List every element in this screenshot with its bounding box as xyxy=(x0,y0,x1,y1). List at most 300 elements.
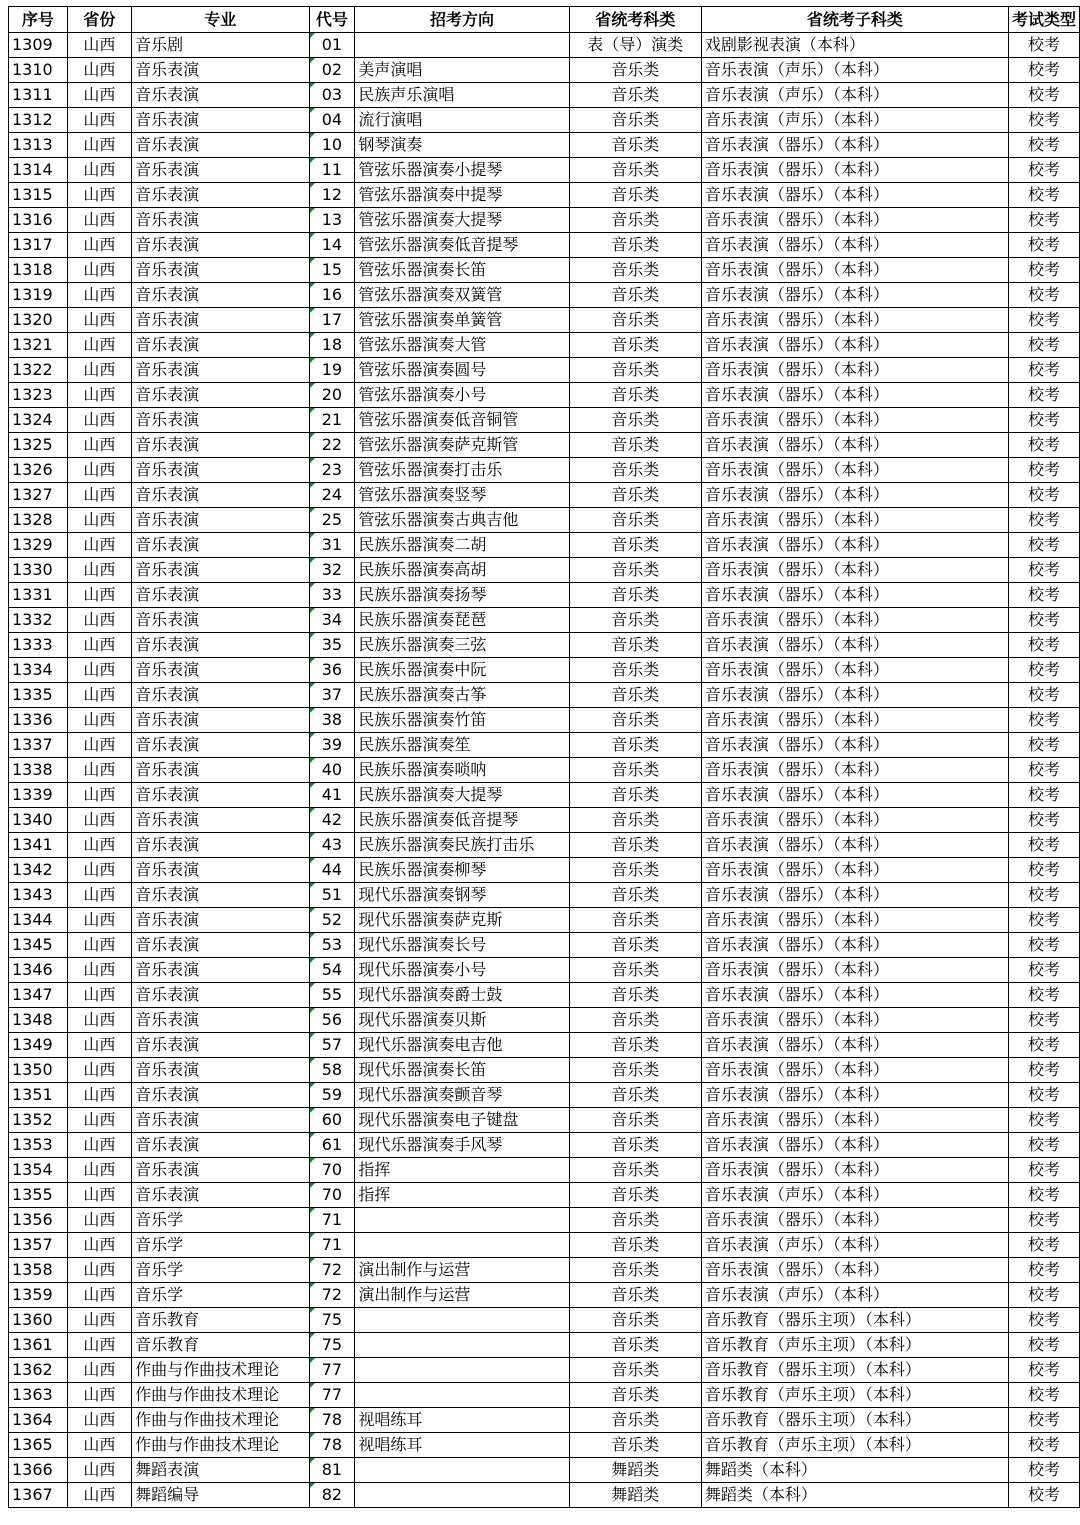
cell-exam-type: 校考 xyxy=(1008,1483,1079,1508)
cell-major: 音乐表演 xyxy=(132,608,309,633)
cell-seq: 1325 xyxy=(9,433,68,458)
cell-major: 音乐表演 xyxy=(132,983,309,1008)
cell-seq: 1343 xyxy=(9,883,68,908)
cell-category: 音乐类 xyxy=(569,1183,701,1208)
cell-seq: 1337 xyxy=(9,733,68,758)
cell-province: 山西 xyxy=(67,733,131,758)
cell-direction: 民族乐器演奏扬琴 xyxy=(355,583,569,608)
cell-subcategory: 音乐表演（器乐）（本科） xyxy=(701,1108,1008,1133)
cell-province: 山西 xyxy=(67,508,131,533)
cell-direction: 现代乐器演奏小号 xyxy=(355,958,569,983)
cell-code: 31 xyxy=(309,533,355,558)
cell-category: 音乐类 xyxy=(569,758,701,783)
cell-exam-type: 校考 xyxy=(1008,833,1079,858)
cell-code: 82 xyxy=(309,1483,355,1508)
table-row xyxy=(9,1108,1080,1133)
cell-seq: 1328 xyxy=(9,508,68,533)
cell-province: 山西 xyxy=(67,1408,131,1433)
cell-code: 52 xyxy=(309,908,355,933)
cell-seq: 1362 xyxy=(9,1358,68,1383)
cell-province: 山西 xyxy=(67,458,131,483)
cell-code: 10 xyxy=(309,133,355,158)
cell-code: 23 xyxy=(309,458,355,483)
cell-code: 70 xyxy=(309,1158,355,1183)
table-row xyxy=(9,1458,1080,1483)
cell-exam-type: 校考 xyxy=(1008,133,1079,158)
cell-category: 音乐类 xyxy=(569,708,701,733)
table-row xyxy=(9,933,1080,958)
cell-major: 音乐表演 xyxy=(132,158,309,183)
cell-exam-type: 校考 xyxy=(1008,1233,1079,1258)
cell-direction: 民族乐器演奏竹笛 xyxy=(355,708,569,733)
cell-direction: 管弦乐器演奏双簧管 xyxy=(355,283,569,308)
cell-subcategory: 音乐表演（器乐）（本科） xyxy=(701,583,1008,608)
cell-direction xyxy=(355,1333,569,1358)
cell-subcategory: 音乐表演（器乐）（本科） xyxy=(701,483,1008,508)
cell-seq: 1344 xyxy=(9,908,68,933)
cell-seq: 1354 xyxy=(9,1158,68,1183)
cell-seq: 1316 xyxy=(9,208,68,233)
cell-code: 16 xyxy=(309,283,355,308)
cell-province: 山西 xyxy=(67,808,131,833)
cell-exam-type: 校考 xyxy=(1008,1408,1079,1433)
cell-province: 山西 xyxy=(67,1233,131,1258)
table-row xyxy=(9,58,1080,83)
cell-exam-type: 校考 xyxy=(1008,333,1079,358)
cell-direction: 现代乐器演奏爵士鼓 xyxy=(355,983,569,1008)
cell-subcategory: 音乐表演（器乐）（本科） xyxy=(701,758,1008,783)
cell-province: 山西 xyxy=(67,133,131,158)
table-row xyxy=(9,1133,1080,1158)
cell-subcategory: 音乐表演（器乐）（本科） xyxy=(701,258,1008,283)
cell-category: 音乐类 xyxy=(569,333,701,358)
cell-code: 40 xyxy=(309,758,355,783)
cell-subcategory: 音乐表演（器乐）（本科） xyxy=(701,883,1008,908)
cell-category: 音乐类 xyxy=(569,633,701,658)
table-row xyxy=(9,1308,1080,1333)
cell-exam-type: 校考 xyxy=(1008,708,1079,733)
cell-province: 山西 xyxy=(67,58,131,83)
cell-code: 38 xyxy=(309,708,355,733)
cell-direction: 民族乐器演奏唢呐 xyxy=(355,758,569,783)
cell-province: 山西 xyxy=(67,1033,131,1058)
cell-code: 51 xyxy=(309,883,355,908)
cell-category: 舞蹈类 xyxy=(569,1458,701,1483)
cell-exam-type: 校考 xyxy=(1008,1458,1079,1483)
cell-major: 音乐表演 xyxy=(132,283,309,308)
cell-province: 山西 xyxy=(67,708,131,733)
cell-province: 山西 xyxy=(67,258,131,283)
cell-subcategory: 音乐表演（器乐）（本科） xyxy=(701,983,1008,1008)
cell-code: 36 xyxy=(309,658,355,683)
cell-major: 作曲与作曲技术理论 xyxy=(132,1433,309,1458)
cell-subcategory: 音乐表演（器乐）（本科） xyxy=(701,933,1008,958)
cell-exam-type: 校考 xyxy=(1008,983,1079,1008)
cell-code: 12 xyxy=(309,183,355,208)
cell-seq: 1326 xyxy=(9,458,68,483)
cell-major: 音乐表演 xyxy=(132,58,309,83)
cell-major: 舞蹈表演 xyxy=(132,1458,309,1483)
cell-province: 山西 xyxy=(67,608,131,633)
cell-seq: 1360 xyxy=(9,1308,68,1333)
cell-exam-type: 校考 xyxy=(1008,358,1079,383)
cell-exam-type: 校考 xyxy=(1008,1058,1079,1083)
cell-subcategory: 音乐表演（声乐）（本科） xyxy=(701,1283,1008,1308)
table-row xyxy=(9,1383,1080,1408)
cell-subcategory: 音乐表演（器乐）（本科） xyxy=(701,808,1008,833)
cell-exam-type: 校考 xyxy=(1008,1333,1079,1358)
cell-subcategory: 音乐教育（器乐主项）（本科） xyxy=(701,1358,1008,1383)
cell-subcategory: 音乐表演（声乐）（本科） xyxy=(701,83,1008,108)
cell-category: 音乐类 xyxy=(569,1233,701,1258)
cell-province: 山西 xyxy=(67,1483,131,1508)
cell-code: 78 xyxy=(309,1408,355,1433)
table-row xyxy=(9,408,1080,433)
cell-direction: 民族乐器演奏琵琶 xyxy=(355,608,569,633)
cell-seq: 1310 xyxy=(9,58,68,83)
cell-province: 山西 xyxy=(67,358,131,383)
cell-exam-type: 校考 xyxy=(1008,1208,1079,1233)
cell-subcategory: 音乐表演（器乐）（本科） xyxy=(701,1083,1008,1108)
cell-province: 山西 xyxy=(67,1208,131,1233)
cell-subcategory: 音乐表演（器乐）（本科） xyxy=(701,533,1008,558)
cell-direction: 现代乐器演奏钢琴 xyxy=(355,883,569,908)
cell-major: 音乐表演 xyxy=(132,1008,309,1033)
cell-major: 音乐表演 xyxy=(132,808,309,833)
cell-seq: 1314 xyxy=(9,158,68,183)
cell-major: 音乐教育 xyxy=(132,1308,309,1333)
table-row xyxy=(9,1008,1080,1033)
cell-subcategory: 音乐表演（器乐）（本科） xyxy=(701,133,1008,158)
cell-category: 音乐类 xyxy=(569,583,701,608)
table-row xyxy=(9,1033,1080,1058)
cell-province: 山西 xyxy=(67,433,131,458)
table-row xyxy=(9,33,1080,58)
cell-exam-type: 校考 xyxy=(1008,633,1079,658)
cell-direction: 民族声乐演唱 xyxy=(355,83,569,108)
cell-direction xyxy=(355,1208,569,1233)
cell-exam-type: 校考 xyxy=(1008,458,1079,483)
header-subcategory: 省统考子科类 xyxy=(701,7,1008,33)
cell-seq: 1366 xyxy=(9,1458,68,1483)
cell-seq: 1342 xyxy=(9,858,68,883)
cell-seq: 1335 xyxy=(9,683,68,708)
cell-seq: 1353 xyxy=(9,1133,68,1158)
cell-code: 70 xyxy=(309,1183,355,1208)
cell-major: 音乐表演 xyxy=(132,558,309,583)
cell-seq: 1357 xyxy=(9,1233,68,1258)
cell-seq: 1346 xyxy=(9,958,68,983)
cell-province: 山西 xyxy=(67,1133,131,1158)
cell-direction: 管弦乐器演奏小提琴 xyxy=(355,158,569,183)
header-code: 代号 xyxy=(309,7,355,33)
cell-exam-type: 校考 xyxy=(1008,233,1079,258)
table-row xyxy=(9,1233,1080,1258)
table-row xyxy=(9,158,1080,183)
cell-subcategory: 音乐表演（器乐）（本科） xyxy=(701,408,1008,433)
cell-direction xyxy=(355,33,569,58)
cell-category: 音乐类 xyxy=(569,833,701,858)
cell-exam-type: 校考 xyxy=(1008,533,1079,558)
cell-seq: 1320 xyxy=(9,308,68,333)
cell-major: 音乐表演 xyxy=(132,483,309,508)
cell-category: 音乐类 xyxy=(569,1058,701,1083)
cell-category: 音乐类 xyxy=(569,1083,701,1108)
table-row xyxy=(9,1158,1080,1183)
cell-major: 音乐学 xyxy=(132,1258,309,1283)
cell-province: 山西 xyxy=(67,658,131,683)
table-row xyxy=(9,483,1080,508)
cell-major: 音乐表演 xyxy=(132,258,309,283)
cell-code: 77 xyxy=(309,1358,355,1383)
cell-exam-type: 校考 xyxy=(1008,108,1079,133)
cell-code: 32 xyxy=(309,558,355,583)
table-row xyxy=(9,608,1080,633)
cell-subcategory: 音乐教育（器乐主项）（本科） xyxy=(701,1408,1008,1433)
cell-category: 音乐类 xyxy=(569,1308,701,1333)
cell-category: 音乐类 xyxy=(569,1333,701,1358)
cell-seq: 1361 xyxy=(9,1333,68,1358)
cell-exam-type: 校考 xyxy=(1008,808,1079,833)
cell-province: 山西 xyxy=(67,1058,131,1083)
cell-seq: 1341 xyxy=(9,833,68,858)
table-row xyxy=(9,908,1080,933)
cell-exam-type: 校考 xyxy=(1008,1433,1079,1458)
cell-seq: 1324 xyxy=(9,408,68,433)
cell-major: 音乐表演 xyxy=(132,633,309,658)
cell-major: 音乐表演 xyxy=(132,758,309,783)
cell-category: 音乐类 xyxy=(569,1208,701,1233)
cell-subcategory: 音乐表演（器乐）（本科） xyxy=(701,158,1008,183)
cell-code: 22 xyxy=(309,433,355,458)
cell-direction: 视唱练耳 xyxy=(355,1408,569,1433)
cell-code: 42 xyxy=(309,808,355,833)
cell-exam-type: 校考 xyxy=(1008,1383,1079,1408)
cell-subcategory: 舞蹈类（本科） xyxy=(701,1458,1008,1483)
cell-category: 音乐类 xyxy=(569,58,701,83)
table-row xyxy=(9,208,1080,233)
cell-category: 音乐类 xyxy=(569,858,701,883)
cell-category: 音乐类 xyxy=(569,1133,701,1158)
cell-subcategory: 音乐表演（声乐）（本科） xyxy=(701,58,1008,83)
cell-seq: 1329 xyxy=(9,533,68,558)
cell-major: 音乐表演 xyxy=(132,533,309,558)
cell-category: 音乐类 xyxy=(569,258,701,283)
cell-major: 音乐表演 xyxy=(132,83,309,108)
cell-subcategory: 音乐表演（器乐）（本科） xyxy=(701,958,1008,983)
cell-exam-type: 校考 xyxy=(1008,583,1079,608)
cell-subcategory: 音乐表演（器乐）（本科） xyxy=(701,233,1008,258)
cell-category: 音乐类 xyxy=(569,508,701,533)
table-row xyxy=(9,533,1080,558)
cell-subcategory: 音乐表演（器乐）（本科） xyxy=(701,508,1008,533)
cell-major: 作曲与作曲技术理论 xyxy=(132,1383,309,1408)
cell-code: 54 xyxy=(309,958,355,983)
cell-exam-type: 校考 xyxy=(1008,558,1079,583)
table-row xyxy=(9,1283,1080,1308)
cell-major: 音乐表演 xyxy=(132,858,309,883)
cell-code: 39 xyxy=(309,733,355,758)
header-direction: 招考方向 xyxy=(355,7,569,33)
table-row xyxy=(9,108,1080,133)
header-major: 专业 xyxy=(132,7,309,33)
cell-code: 03 xyxy=(309,83,355,108)
cell-code: 78 xyxy=(309,1433,355,1458)
cell-seq: 1367 xyxy=(9,1483,68,1508)
cell-code: 57 xyxy=(309,1033,355,1058)
cell-direction: 管弦乐器演奏萨克斯管 xyxy=(355,433,569,458)
cell-major: 音乐学 xyxy=(132,1233,309,1258)
cell-exam-type: 校考 xyxy=(1008,783,1079,808)
cell-major: 音乐表演 xyxy=(132,733,309,758)
cell-major: 音乐表演 xyxy=(132,1108,309,1133)
cell-seq: 1312 xyxy=(9,108,68,133)
cell-direction: 现代乐器演奏手风琴 xyxy=(355,1133,569,1158)
table-row xyxy=(9,633,1080,658)
cell-code: 24 xyxy=(309,483,355,508)
table-row xyxy=(9,783,1080,808)
table-row xyxy=(9,1208,1080,1233)
cell-province: 山西 xyxy=(67,1108,131,1133)
cell-province: 山西 xyxy=(67,1083,131,1108)
cell-major: 音乐表演 xyxy=(132,958,309,983)
table-row xyxy=(9,333,1080,358)
cell-exam-type: 校考 xyxy=(1008,958,1079,983)
cell-province: 山西 xyxy=(67,958,131,983)
cell-province: 山西 xyxy=(67,33,131,58)
table-row xyxy=(9,233,1080,258)
table-row xyxy=(9,1483,1080,1508)
cell-subcategory: 舞蹈类（本科） xyxy=(701,1483,1008,1508)
cell-province: 山西 xyxy=(67,583,131,608)
table-row xyxy=(9,1083,1080,1108)
cell-province: 山西 xyxy=(67,208,131,233)
cell-category: 音乐类 xyxy=(569,183,701,208)
cell-major: 音乐表演 xyxy=(132,333,309,358)
cell-code: 61 xyxy=(309,1133,355,1158)
cell-major: 音乐表演 xyxy=(132,408,309,433)
header-seq: 序号 xyxy=(9,7,68,33)
cell-category: 音乐类 xyxy=(569,1033,701,1058)
cell-seq: 1334 xyxy=(9,658,68,683)
cell-code: 02 xyxy=(309,58,355,83)
cell-seq: 1349 xyxy=(9,1033,68,1058)
cell-province: 山西 xyxy=(67,908,131,933)
table-row xyxy=(9,83,1080,108)
cell-code: 18 xyxy=(309,333,355,358)
cell-subcategory: 音乐表演（器乐）（本科） xyxy=(701,783,1008,808)
cell-category: 音乐类 xyxy=(569,83,701,108)
cell-major: 音乐表演 xyxy=(132,358,309,383)
table-row xyxy=(9,1058,1080,1083)
cell-direction: 民族乐器演奏高胡 xyxy=(355,558,569,583)
table-row xyxy=(9,1408,1080,1433)
cell-province: 山西 xyxy=(67,1358,131,1383)
cell-direction: 视唱练耳 xyxy=(355,1433,569,1458)
cell-code: 60 xyxy=(309,1108,355,1133)
cell-subcategory: 音乐教育（声乐主项）（本科） xyxy=(701,1333,1008,1358)
cell-code: 72 xyxy=(309,1283,355,1308)
cell-direction: 民族乐器演奏低音提琴 xyxy=(355,808,569,833)
cell-subcategory: 音乐表演（器乐）（本科） xyxy=(701,183,1008,208)
cell-subcategory: 音乐表演（器乐）（本科） xyxy=(701,1033,1008,1058)
cell-exam-type: 校考 xyxy=(1008,1133,1079,1158)
cell-category: 音乐类 xyxy=(569,483,701,508)
cell-major: 音乐表演 xyxy=(132,1083,309,1108)
cell-province: 山西 xyxy=(67,83,131,108)
cell-direction: 演出制作与运营 xyxy=(355,1258,569,1283)
cell-exam-type: 校考 xyxy=(1008,908,1079,933)
cell-code: 71 xyxy=(309,1233,355,1258)
table-row xyxy=(9,1333,1080,1358)
cell-seq: 1333 xyxy=(9,633,68,658)
cell-code: 77 xyxy=(309,1383,355,1408)
table-row xyxy=(9,858,1080,883)
cell-category: 音乐类 xyxy=(569,133,701,158)
cell-category: 音乐类 xyxy=(569,208,701,233)
cell-major: 音乐表演 xyxy=(132,1133,309,1158)
cell-major: 作曲与作曲技术理论 xyxy=(132,1408,309,1433)
cell-code: 01 xyxy=(309,33,355,58)
cell-major: 作曲与作曲技术理论 xyxy=(132,1358,309,1383)
cell-subcategory: 音乐表演（器乐）（本科） xyxy=(701,1008,1008,1033)
cell-major: 音乐表演 xyxy=(132,133,309,158)
cell-category: 音乐类 xyxy=(569,608,701,633)
cell-subcategory: 音乐表演（器乐）（本科） xyxy=(701,208,1008,233)
cell-subcategory: 音乐表演（器乐）（本科） xyxy=(701,1058,1008,1083)
cell-direction: 指挥 xyxy=(355,1183,569,1208)
cell-category: 音乐类 xyxy=(569,308,701,333)
cell-province: 山西 xyxy=(67,233,131,258)
cell-exam-type: 校考 xyxy=(1008,658,1079,683)
cell-major: 音乐表演 xyxy=(132,383,309,408)
cell-subcategory: 音乐表演（器乐）（本科） xyxy=(701,683,1008,708)
cell-exam-type: 校考 xyxy=(1008,608,1079,633)
cell-seq: 1322 xyxy=(9,358,68,383)
cell-direction xyxy=(355,1483,569,1508)
table-row xyxy=(9,1358,1080,1383)
cell-seq: 1364 xyxy=(9,1408,68,1433)
cell-direction: 民族乐器演奏三弦 xyxy=(355,633,569,658)
table-row xyxy=(9,733,1080,758)
cell-province: 山西 xyxy=(67,1008,131,1033)
cell-exam-type: 校考 xyxy=(1008,183,1079,208)
cell-major: 音乐表演 xyxy=(132,883,309,908)
cell-exam-type: 校考 xyxy=(1008,308,1079,333)
cell-province: 山西 xyxy=(67,1158,131,1183)
cell-category: 音乐类 xyxy=(569,808,701,833)
cell-direction: 管弦乐器演奏单簧管 xyxy=(355,308,569,333)
cell-subcategory: 音乐表演（器乐）（本科） xyxy=(701,658,1008,683)
cell-province: 山西 xyxy=(67,1458,131,1483)
cell-code: 14 xyxy=(309,233,355,258)
cell-code: 37 xyxy=(309,683,355,708)
cell-code: 33 xyxy=(309,583,355,608)
cell-subcategory: 音乐表演（器乐）（本科） xyxy=(701,308,1008,333)
cell-exam-type: 校考 xyxy=(1008,1008,1079,1033)
cell-major: 音乐表演 xyxy=(132,933,309,958)
cell-exam-type: 校考 xyxy=(1008,758,1079,783)
cell-subcategory: 音乐表演（器乐）（本科） xyxy=(701,858,1008,883)
cell-direction: 管弦乐器演奏长笛 xyxy=(355,258,569,283)
cell-code: 04 xyxy=(309,108,355,133)
cell-seq: 1345 xyxy=(9,933,68,958)
cell-direction: 管弦乐器演奏古典吉他 xyxy=(355,508,569,533)
cell-seq: 1351 xyxy=(9,1083,68,1108)
cell-subcategory: 音乐表演（器乐）（本科） xyxy=(701,1133,1008,1158)
cell-seq: 1365 xyxy=(9,1433,68,1458)
cell-exam-type: 校考 xyxy=(1008,283,1079,308)
